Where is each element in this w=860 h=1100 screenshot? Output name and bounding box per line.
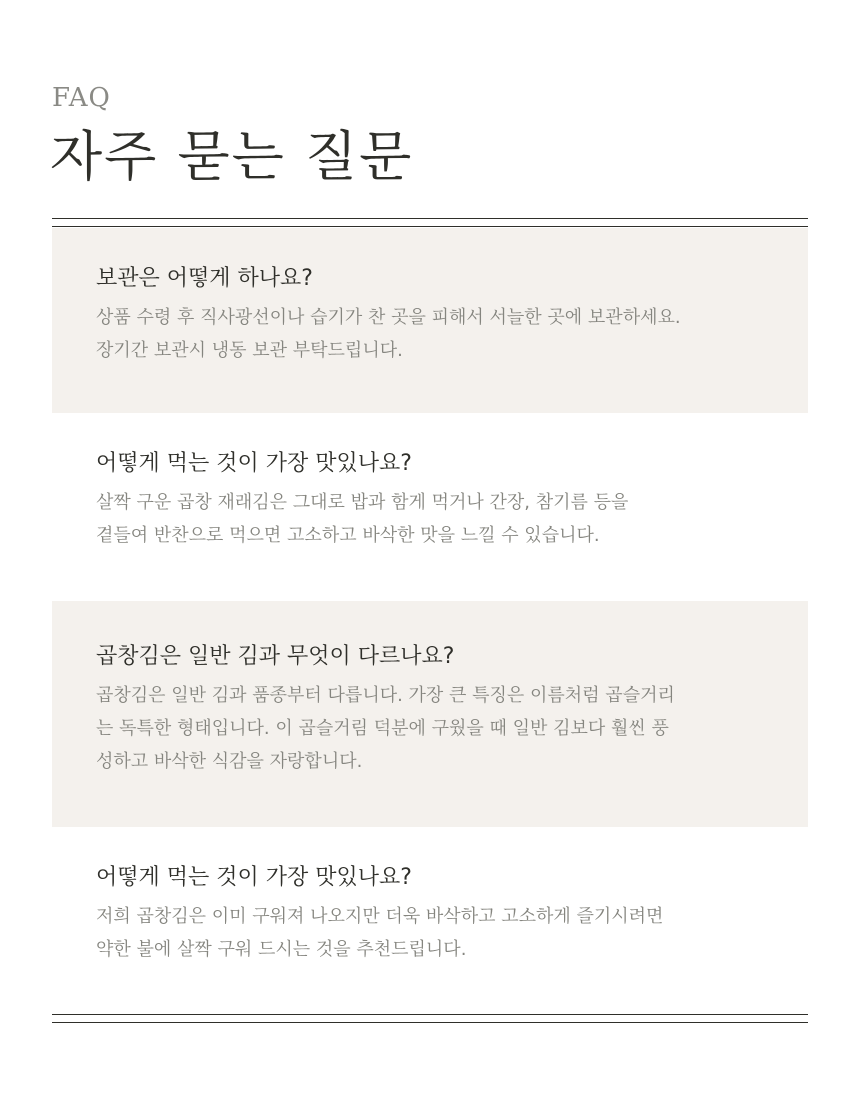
faq-list [52,228,808,1014]
faq-eyebrow: FAQ [52,83,111,113]
faq-question: 어떻게 먹는 것이 가장 맛있나요? [96,451,412,476]
faq-answer-line: 곱창김은 일반 김과 품종부터 다릅니다. 가장 큰 특징은 이름처럼 곱슬거리 [96,685,675,706]
faq-item-best-way [52,413,808,601]
faq-answer-line: 는 독특한 형태입니다. 이 곱슬거림 덕분에 구웠을 때 일반 김보다 훨씬 풍 [96,718,669,739]
faq-answer [96,679,764,778]
faq-answer [96,900,764,966]
faq-question: 어떻게 먹는 것이 가장 맛있나요? [96,865,412,890]
page-title: 자주 묻는 질문 [50,125,414,188]
faq-question: 보관은 어떻게 하나요? [96,266,313,291]
top-divider [52,218,808,227]
faq-answer-line: 상품 수령 후 직사광선이나 습기가 찬 곳을 피해서 서늘한 곳에 보관하세요. [96,307,681,328]
faq-answer [96,301,764,367]
faq-answer-line: 장기간 보관시 냉동 보관 부탁드립니다. [96,340,403,361]
faq-item-roasting-tip [52,827,808,1014]
faq-item-storage [52,228,808,413]
faq-answer-line: 곁들여 반찬으로 먹으면 고소하고 바삭한 맛을 느낄 수 있습니다. [96,525,600,546]
faq-question: 곱창김은 일반 김과 무엇이 다르나요? [96,644,455,669]
bottom-divider [52,1014,808,1023]
faq-answer-line: 저희 곱창김은 이미 구워져 나오지만 더욱 바삭하고 고소하게 즐기시려면 [96,906,664,927]
faq-answer [96,486,764,552]
faq-answer-line: 약한 불에 살짝 구워 드시는 것을 추천드립니다. [96,939,467,960]
faq-answer-line: 성하고 바삭한 식감을 자랑합니다. [96,751,363,772]
faq-answer-line: 살짝 구운 곱창 재래김은 그대로 밥과 함게 먹거나 간장, 참기름 등을 [96,492,629,513]
faq-item-difference [52,601,808,827]
